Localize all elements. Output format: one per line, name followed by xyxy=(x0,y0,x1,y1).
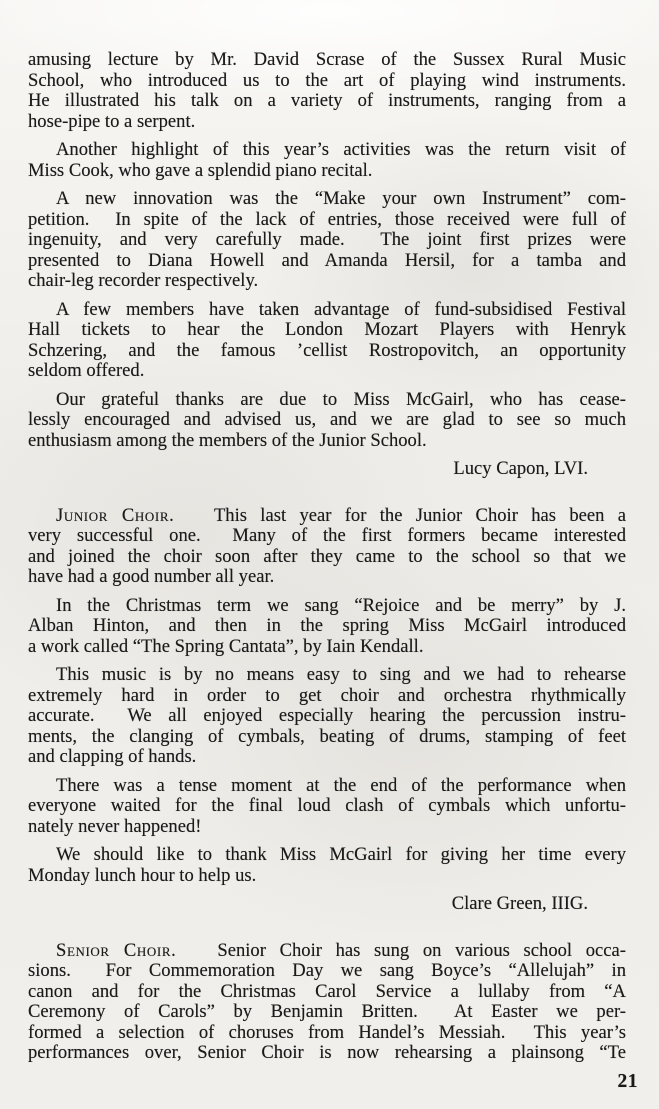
text-line: accurate. We all enjoyed especially hearing the percussion instru- xyxy=(28,705,626,726)
signature: Clare Green, IIIG. xyxy=(451,893,588,914)
paragraph xyxy=(28,390,626,452)
paragraph xyxy=(28,941,626,1064)
section-lead: Junior Choir. xyxy=(56,504,175,526)
text-line: Alban Hinton, and then in the spring Miss McGairl introduced xyxy=(28,615,626,636)
signature: Lucy Capon, LVI. xyxy=(453,458,588,479)
paragraph xyxy=(28,776,626,838)
text-line: We should like to thank Miss McGairl for giving her time every xyxy=(56,844,626,865)
text-line: seldom offered. xyxy=(28,360,145,381)
paragraph xyxy=(28,596,626,658)
text-line: formed a selection of choruses from Handel’s Messiah. This year’s xyxy=(28,1021,626,1043)
text-line: nately never happened! xyxy=(28,815,202,837)
section-lead: Senior Choir. xyxy=(56,939,177,961)
paragraph xyxy=(28,140,626,181)
text-line: enthusiasm among the members of the Junior School. xyxy=(28,429,427,451)
text-line: Hall tickets to hear the London Mozart Players with Henryk xyxy=(28,319,626,340)
text-line: lessly encouraged and advised us, and we are glad to see so much xyxy=(28,409,626,430)
text-line: A new innovation was the “Make your own Instrument” com- xyxy=(56,188,626,209)
text-line: Monday lunch hour to help us. xyxy=(28,864,257,886)
text-line: presented to Diana Howell and Amanda Hersil, for a tamba and xyxy=(28,249,626,271)
text-line: Senior Choir. Senior Choir has sung on various school occa- xyxy=(56,939,626,961)
text-line: ingenuity, and very carefully made. The joint first prizes were xyxy=(28,229,626,250)
text-line: and joined the choir soon after they came to the school so that we xyxy=(28,545,626,567)
text-line: Schzering, and the famous ’cellist Rostropovitch, an opportunity xyxy=(28,339,626,361)
text-line: have had a good number all year. xyxy=(28,566,275,587)
text-line: amusing lecture by Mr. David Scrase of the Sussex Rural Music xyxy=(28,49,626,70)
text-line: A few members have taken advantage of fund-subsidised Festival xyxy=(56,298,626,320)
text-line: Junior Choir. This last year for the Junior Choir has been a xyxy=(56,504,626,526)
text-line: Ceremony of Carols” by Benjamin Britten. At Easter we per- xyxy=(28,1001,626,1022)
text-line: very successful one. Many of the first formers became interested xyxy=(28,525,626,546)
paragraph xyxy=(28,50,626,132)
text-line: performances over, Senior Choir is now rehearsing a plainsong “Te xyxy=(28,1042,626,1063)
text-line: There was a tense moment at the end of the performance when xyxy=(56,774,626,796)
text-line: sions. For Commemoration Day we sang Boyce’s “Allelujah” in xyxy=(28,960,626,981)
text-line: everyone waited for the final loud clash of cymbals which unfortu- xyxy=(28,795,626,816)
text-line: extremely hard in order to get choir and orchestra rhythmically xyxy=(28,684,626,706)
text-line: hose-pipe to a serpent. xyxy=(28,110,196,132)
text-line: canon and for the Christmas Carol Service a lullaby from “A xyxy=(28,980,626,1002)
text-line: Miss Cook, who gave a splendid piano recital. xyxy=(28,159,373,181)
text-line: a work called “The Spring Cantata”, by Iain Kendall. xyxy=(28,635,424,657)
text-line: School, who introduced us to the art of playing wind instruments. xyxy=(28,69,626,91)
paragraph xyxy=(28,189,626,292)
paragraph xyxy=(28,665,626,768)
text-line: Another highlight of this year’s activities was the return visit of xyxy=(56,139,626,160)
text-column xyxy=(28,50,626,1064)
text-line: He illustrated his talk on a variety of instruments, ranging from a xyxy=(28,90,626,111)
text-line: and clapping of hands. xyxy=(28,746,197,767)
paragraph xyxy=(28,300,626,382)
paragraph xyxy=(28,845,626,886)
text-line: In the Christmas term we sang “Rejoice and be merry” by J. xyxy=(56,594,626,616)
paragraph xyxy=(28,506,626,588)
text-line: ments, the clanging of cymbals, beating of drums, stamping of feet xyxy=(28,725,626,747)
text-line: Our grateful thanks are due to Miss McGairl, who has cease- xyxy=(56,388,626,410)
text-line: chair-leg recorder respectively. xyxy=(28,270,259,291)
page-number: 21 xyxy=(617,1071,638,1092)
text-line: This music is by no means easy to sing and we had to rehearse xyxy=(56,664,626,685)
text-line: petition. In spite of the lack of entries, those received were full of xyxy=(28,208,626,230)
